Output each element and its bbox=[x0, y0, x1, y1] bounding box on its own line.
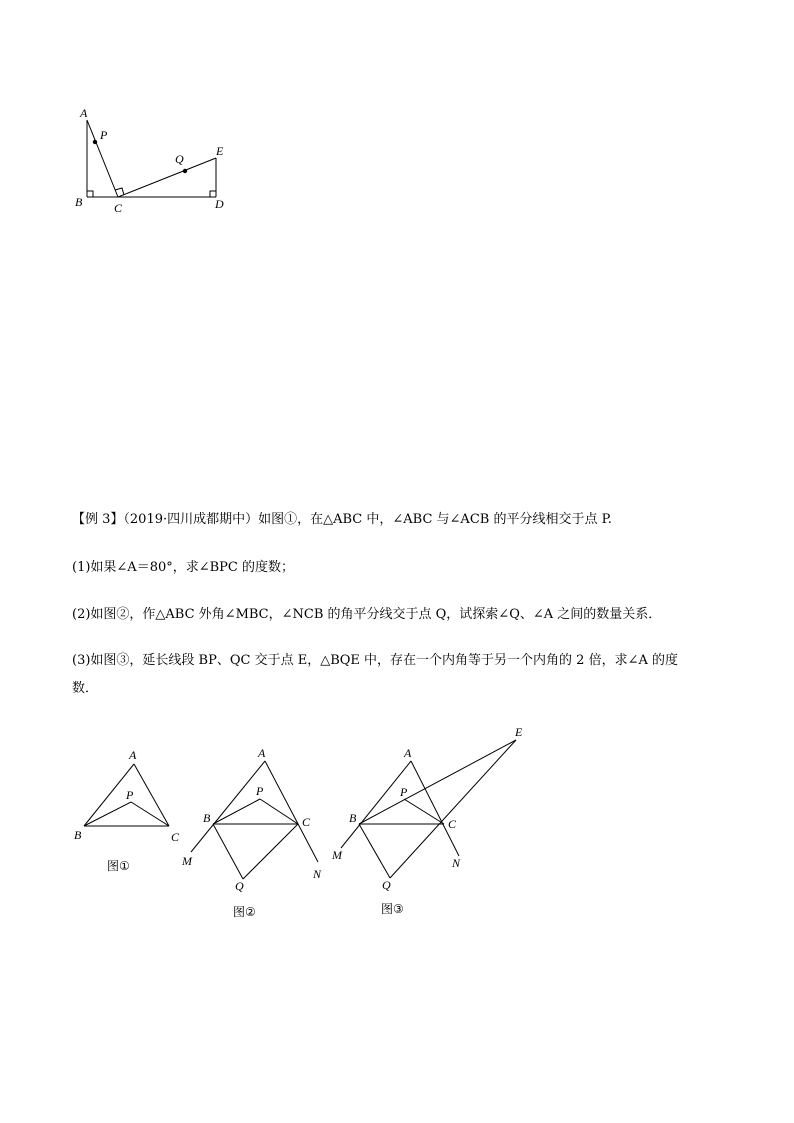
fig2-label-A: A bbox=[258, 746, 266, 760]
fig3-label-C: C bbox=[448, 817, 457, 831]
fig3-BE bbox=[359, 740, 516, 824]
fig3-CP bbox=[404, 799, 444, 824]
fig3-AM bbox=[341, 761, 411, 848]
fig3-label-E: E bbox=[515, 725, 523, 739]
question-3-line-1: (3)如图③，延长线段 BP、QC 交于点 E，△BQE 中，存在一个内角等于另一个内角的 2 倍，求∠A 的度 bbox=[72, 653, 678, 668]
fig3-caption: 图③ bbox=[381, 902, 404, 916]
label-D: D bbox=[215, 197, 224, 211]
fig2-label-C: C bbox=[302, 815, 311, 829]
fig2-caption: 图② bbox=[233, 905, 256, 919]
fig3-BQ bbox=[359, 824, 390, 878]
fig1-label-P: P bbox=[126, 788, 134, 802]
fig3-label-A: A bbox=[404, 746, 412, 760]
fig3-label-M: M bbox=[332, 848, 342, 862]
fig1-label-A: A bbox=[129, 748, 137, 762]
fig3-label-Q: Q bbox=[382, 878, 391, 892]
example-title: 【例 3】（2019·四川成都期中）如图①，在△ABC 中，∠ABC 与∠ACB 的平分线相交于点 P. bbox=[72, 512, 612, 527]
fig1-label-B: B bbox=[74, 828, 82, 842]
label-C: C bbox=[114, 201, 123, 215]
label-B: B bbox=[75, 195, 83, 209]
question-3-line-2: 数． bbox=[72, 681, 99, 696]
label-Q: Q bbox=[175, 152, 184, 166]
label-A: A bbox=[80, 106, 88, 120]
fig3-label-B: B bbox=[349, 811, 357, 825]
fig3-label-P: P bbox=[400, 785, 408, 799]
question-1: (1)如果∠A＝80°，求∠BPC 的度数； bbox=[72, 560, 295, 575]
fig2-label-P: P bbox=[256, 784, 264, 798]
question-2: (2)如图②，作△ABC 外角∠MBC，∠NCB 的角平分线交于点 Q，试探索∠Q、∠A 之间的数量关系． bbox=[72, 607, 662, 622]
fig1-caption: 图① bbox=[107, 859, 130, 873]
fig2-label-B: B bbox=[203, 811, 211, 825]
label-P: P bbox=[100, 128, 108, 142]
fig2-label-M: M bbox=[182, 854, 192, 868]
fig2-label-Q: Q bbox=[235, 879, 244, 893]
fig2-label-N: N bbox=[313, 867, 322, 881]
fig3-label-N: N bbox=[452, 856, 461, 870]
fig3-AN bbox=[411, 761, 459, 856]
fig1-label-C: C bbox=[171, 830, 180, 844]
label-E: E bbox=[216, 144, 224, 158]
